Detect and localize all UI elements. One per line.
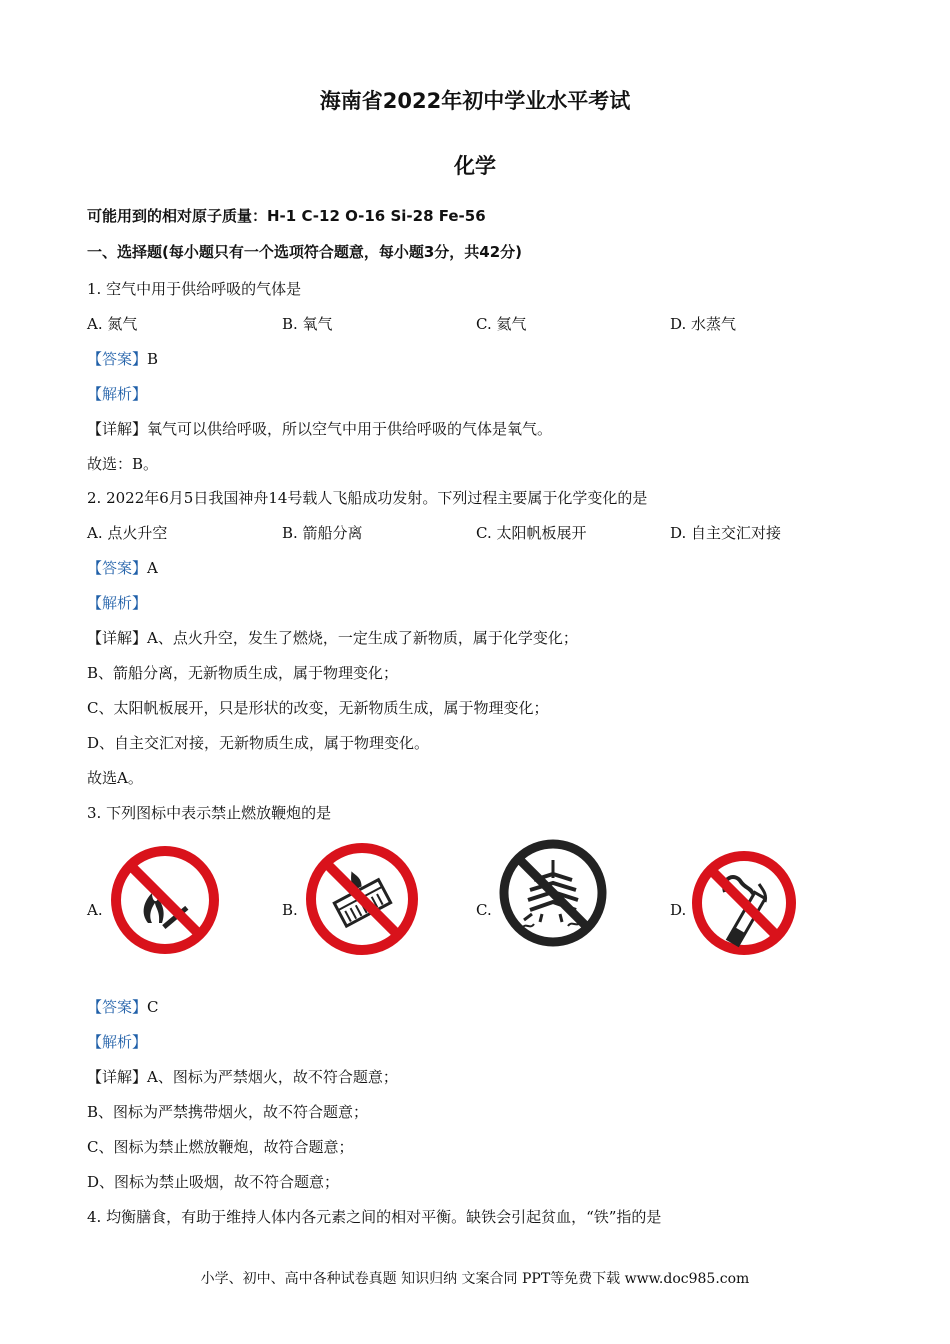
detail-tag: 【详解】: [87, 629, 148, 647]
q2-detail-1: [87, 628, 578, 648]
question-3-stem: 3. 下列图标中表示禁止燃放鞭炮的是: [87, 804, 332, 822]
q3-label-c: C.: [476, 901, 492, 919]
q3-detail-1: [87, 1067, 398, 1087]
no-firecrackers-icon: [496, 836, 610, 950]
detail-tag: 【详解】: [87, 1068, 148, 1086]
question-1-stem: 1. 空气中用于供给呼吸的气体是: [87, 280, 302, 298]
answer-value: A: [147, 559, 158, 577]
q2-detail-4: D、自主交汇对接，无新物质生成，属于物理变化。: [87, 734, 430, 752]
q1-detail: [87, 419, 552, 439]
q2-detail-2: B、箭船分离，无新物质生成，属于物理变化；: [87, 664, 399, 682]
section-heading: 一、选择题(每小题只有一个选项符合题意，每小题3分，共42分): [87, 243, 523, 261]
no-matches-icon: [303, 840, 421, 958]
no-smoking-icon: [689, 848, 799, 958]
q2-option-b: B. 箭船分离: [282, 524, 363, 542]
q2-option-c: C. 太阳帆板展开: [476, 524, 587, 542]
subject-title: 化学: [454, 154, 496, 178]
q1-conclusion: 故选：B。: [87, 455, 159, 473]
detail-text: A、图标为严禁烟火，故不符合题意；: [147, 1068, 398, 1086]
q2-answer: [87, 558, 158, 578]
atomic-mass-line: 可能用到的相对原子质量：H-1 C-12 O-16 Si-28 Fe-56: [87, 207, 486, 225]
answer-tag: 【答案】: [87, 350, 148, 368]
detail-text: A、点火升空，发生了燃烧，一定生成了新物质，属于化学变化；: [147, 629, 578, 647]
question-4-stem: 4. 均衡膳食，有助于维持人体内各元素之间的相对平衡。缺铁会引起贫血，“铁”指的是: [87, 1208, 662, 1226]
answer-value: B: [147, 350, 159, 368]
q2-option-a: A. 点火升空: [87, 524, 168, 542]
no-open-flame-icon: [108, 843, 222, 957]
q1-option-a: A. 氮气: [87, 315, 138, 333]
q2-option-d: D. 自主交汇对接: [670, 524, 782, 542]
answer-value: C: [147, 998, 159, 1016]
q2-conclusion: 故选A。: [87, 769, 143, 787]
detail-text: 氧气可以供给呼吸，所以空气中用于供给呼吸的气体是氧气。: [147, 420, 553, 438]
q1-option-d: D. 水蒸气: [670, 315, 737, 333]
q1-answer: [87, 349, 158, 369]
question-2-stem: 2. 2022年6月5日我国神舟14号载人飞船成功发射。下列过程主要属于化学变化的是: [87, 489, 648, 507]
q3-detail-3: C、图标为禁止燃放鞭炮，故符合题意；: [87, 1138, 354, 1156]
page-footer: 小学、初中、高中各种试卷真题 知识归纳 文案合同 PPT等免费下载 www.doc985.com: [200, 1271, 750, 1287]
q3-label-a: A.: [87, 901, 103, 919]
q1-analysis-tag: 【解析】: [87, 385, 148, 403]
q1-option-c: C. 氦气: [476, 315, 527, 333]
answer-tag: 【答案】: [87, 559, 148, 577]
q3-label-b: B.: [282, 901, 298, 919]
q3-label-d: D.: [670, 901, 687, 919]
detail-tag: 【详解】: [87, 420, 148, 438]
q2-analysis-tag: 【解析】: [87, 594, 148, 612]
answer-tag: 【答案】: [87, 998, 148, 1016]
q2-detail-3: C、太阳帆板展开，只是形状的改变，无新物质生成，属于物理变化；: [87, 699, 549, 717]
q3-detail-4: D、图标为禁止吸烟，故不符合题意；: [87, 1173, 340, 1191]
q1-option-b: B. 氧气: [282, 315, 333, 333]
q3-answer: [87, 997, 159, 1017]
exam-title: 海南省2022年初中学业水平考试: [319, 89, 631, 113]
q3-detail-2: B、图标为严禁携带烟火，故不符合题意；: [87, 1103, 369, 1121]
q3-analysis-tag: 【解析】: [87, 1033, 148, 1051]
